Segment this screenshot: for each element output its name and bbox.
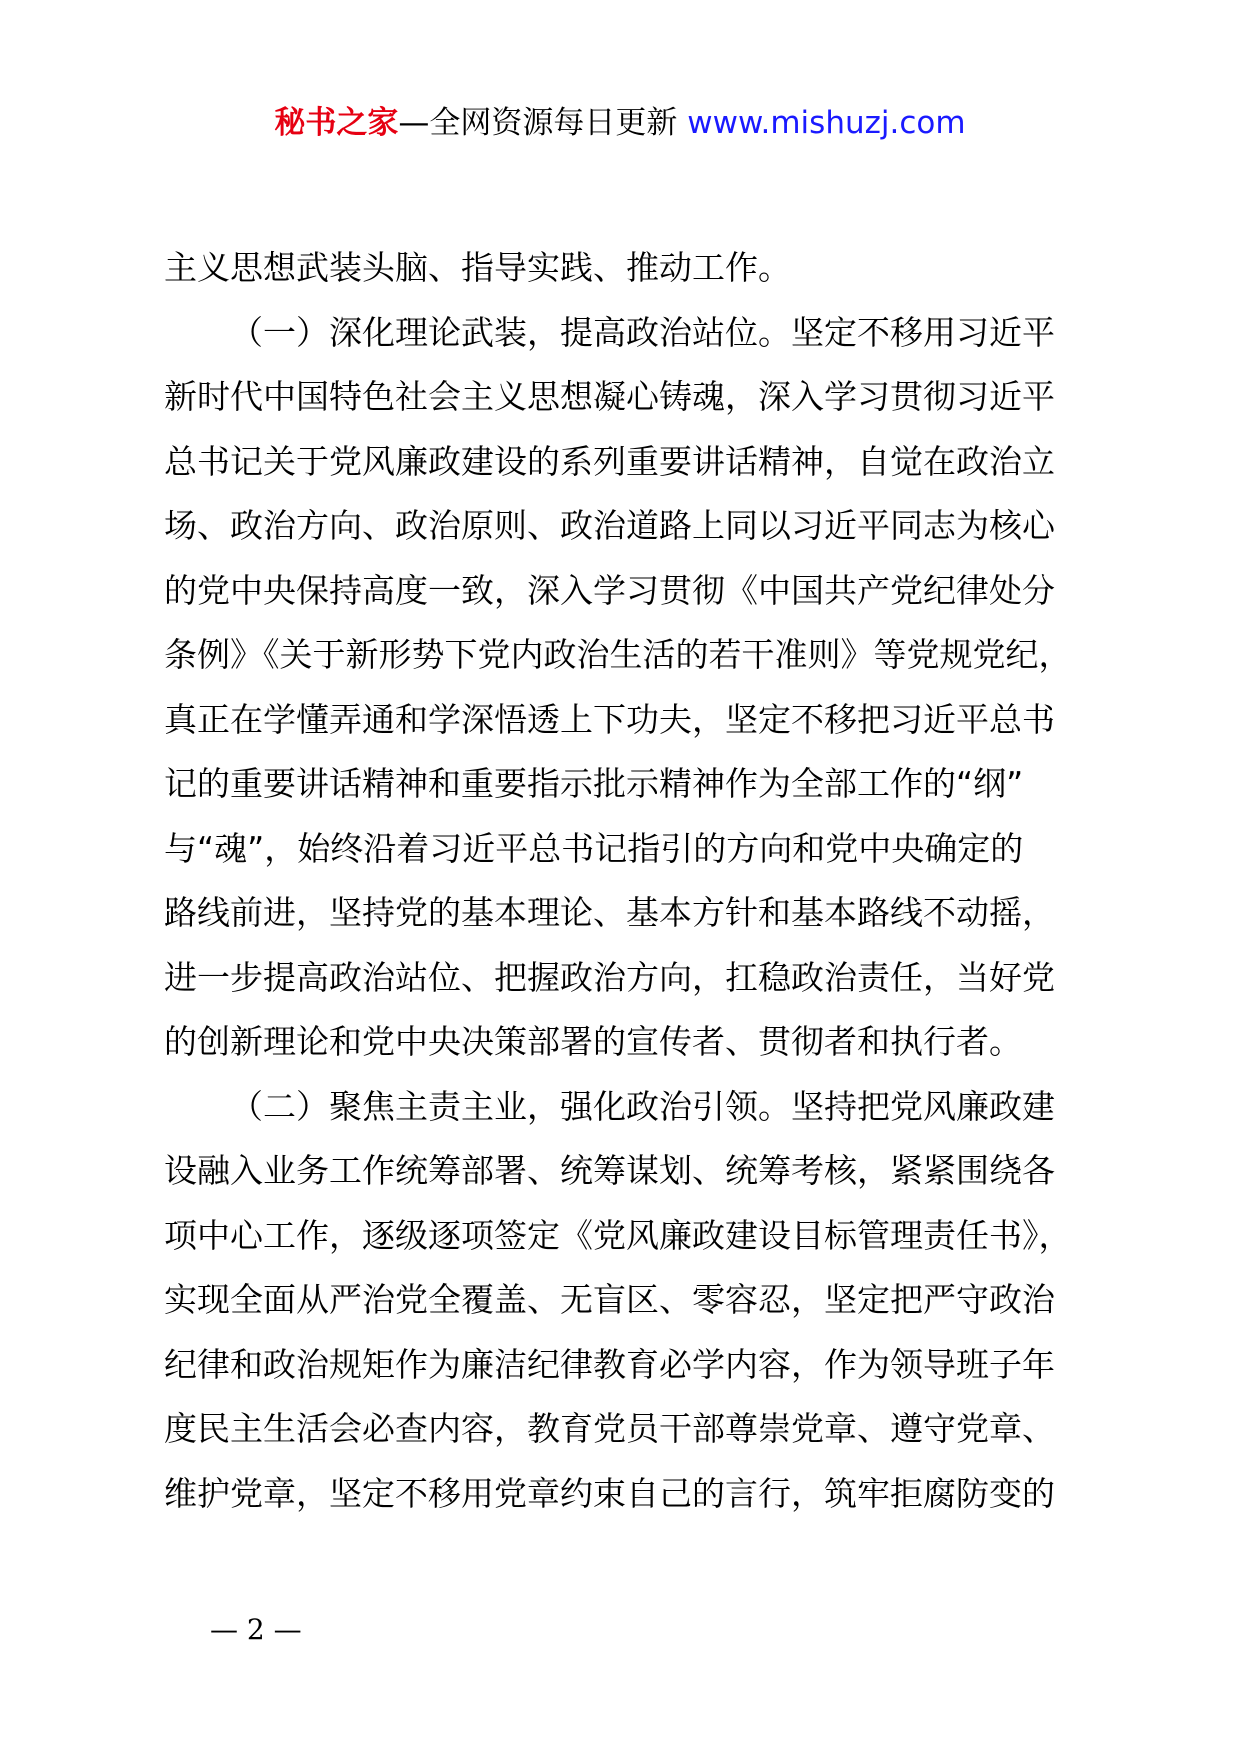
text-line: 维护党章，坚定不移用党章约束自己的言行，筑牢拒腐防变的 <box>164 1473 1055 1513</box>
text-line: 条例》《关于新形势下党内政治生活的若干准则》等党规党纪， <box>164 635 1072 674</box>
text-line: 主义思想武装头脑、指导实践、推动工作。 <box>164 248 791 287</box>
document-body <box>164 236 1084 1526</box>
section-2-heading-line: （二）聚焦主责主业，强化政治引领。坚持把党风廉政建 <box>230 1086 1055 1126</box>
text-line: 总书记关于党风廉政建设的系列重要讲话精神，自觉在政治立 <box>164 441 1055 481</box>
site-header <box>0 100 1240 146</box>
text-line: 的党中央保持高度一致，深入学习贯彻《中国共产党纪律处分 <box>164 570 1055 610</box>
text-line: 场、政治方向、政治原则、政治道路上同以习近平同志为核心 <box>164 506 1055 545</box>
text-line: 的创新理论和党中央决策部署的宣传者、贯彻者和执行者。 <box>164 1022 1022 1061</box>
text-line: 度民主生活会必查内容，教育党员干部尊崇党章、遵守党章、 <box>164 1409 1055 1448</box>
text-line: 新时代中国特色社会主义思想凝心铸魂，深入学习贯彻习近平 <box>164 377 1055 416</box>
text-line: 项中心工作，逐级逐项签定《党风廉政建设目标管理责任书》， <box>164 1215 1072 1255</box>
text-line: 纪律和政治规矩作为廉洁纪律教育必学内容，作为领导班子年 <box>164 1344 1055 1384</box>
site-url-link[interactable]: www.mishuzj.com <box>687 105 966 141</box>
text-line: 实现全面从严治党全覆盖、无盲区、零容忍，坚定把严守政治 <box>164 1280 1055 1319</box>
site-tagline: —全网资源每日更新 <box>398 105 678 141</box>
text-line: 真正在学懂弄通和学深悟透上下功夫，坚定不移把习近平总书 <box>164 699 1055 739</box>
text-line: 记的重要讲话精神和重要指示批示精神作为全部工作的“纲” <box>164 764 1024 803</box>
page-number: — 2 — <box>210 1613 302 1646</box>
text-line: 与“魂”，始终沿着习近平总书记指引的方向和党中央确定的 <box>164 828 1024 868</box>
site-brand: 秘书之家 <box>274 105 399 141</box>
text-line: 设融入业务工作统筹部署、统筹谋划、统筹考核，紧紧围绕各 <box>164 1151 1055 1190</box>
text-line: 进一步提高政治站位、把握政治方向，扛稳政治责任，当好党 <box>164 957 1055 997</box>
text-line: 路线前进，坚持党的基本理论、基本方针和基本路线不动摇， <box>164 893 1055 932</box>
section-1-heading-line: （一）深化理论武装，提高政治站位。坚定不移用习近平 <box>230 312 1055 352</box>
